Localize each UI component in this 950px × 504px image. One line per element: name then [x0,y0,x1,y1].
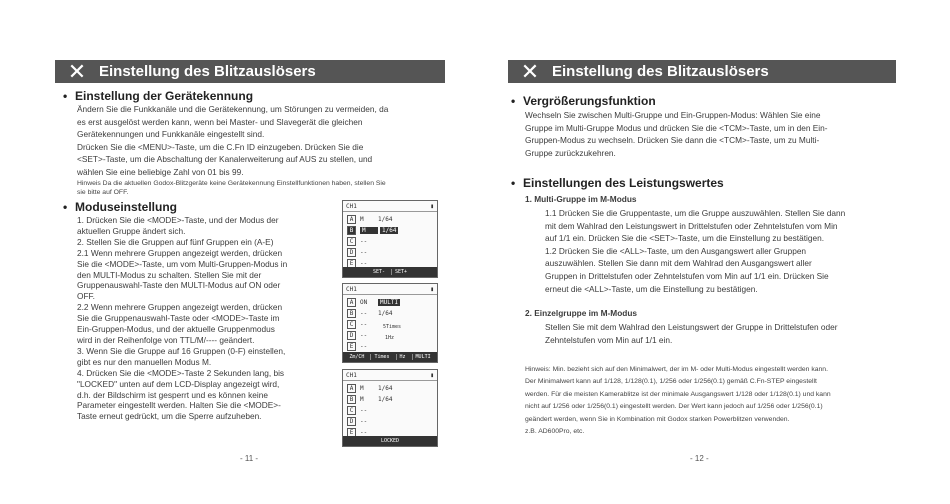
item-title-single-group: 2. Einzelgruppe im M-Modus [525,308,638,318]
section-title-device-id: • Einstellung der Gerätekennung [63,89,254,103]
section-banner [55,60,445,83]
section-title-zoom: • Vergrößerungsfunktion [511,94,656,108]
single-group-text: Stellen Sie mit dem Wahlrad den Leistungswert der Gruppe in Drittelstufen oder Zehntelstufen vom Min auf 1/1 ein. [545,322,838,345]
lcd-display-locked: CH1 ▮ A M 1/64 B M 1/64 C -- D -- E -- LOCKED [342,369,438,447]
section-title-mode: • Moduseinstellung [63,200,177,214]
item-title-multi-group: 1. Multi-Gruppe im M-Modus [525,194,637,204]
page-number: - 12 - [690,454,709,463]
bullet-icon: • [511,176,516,190]
section-title-power: • Einstellungen des Leistungswertes [511,176,724,190]
section-banner [508,60,896,83]
page-right [475,0,950,504]
bullet-icon: • [63,200,68,214]
bullet-icon: • [511,94,516,108]
zoom-text: Wechseln Sie zwischen Multi-Gruppe und Ein-Gruppen-Modus: Wählen Sie eine Gruppe im Multi-Gruppe Modus und drücken Sie die <TCM>-Taste, um in den Ein- Gruppen-Modus zu wechseln. Drücken Sie dann die <TCM>-Taste, um zu Multi- Gruppe zurückzukehren. [525,110,828,158]
mode-text: 1. Drücken Sie die <MODE>-Taste, und der Modus der aktuellen Gruppe ändert sich. 2. Stellen Sie die Gruppen auf fünf Gruppen ein (A-E) 2.1 Wenn mehrere Gruppen angezeigt werden, drücken Sie die <MODE>-Taste, um vom Multi-Gruppen-Modus in den MULTI-Modus zu schalten. Stellen Sie mit der Gruppenauswahl-Taste den MULTI-Modus auf ON oder OFF. 2.2 Wenn mehrere Gruppen angezeigt werden, drücken Sie die Gruppenauswahl-Taste oder <MODE>-Taste im Ein-Gruppen-Modus, und der aktuelle Gruppenmodus wird in der Reihenfolge von TTL/M/---- geändert. 3. Wenn Sie die Gruppe auf 16 Gruppen (0-F) einstellen, gibt es nur den manuellen Modus M. 4. Drücken Sie die <MODE>-Taste 2 Sekunden lang, bis "LOCKED" unten auf dem LCD-Display angezeigt wird, d.h. der Bildschirm ist gesperrt und es können keine Parameter eingestellt werden. Halten Sie die <MODE>- Taste erneut gedrückt, um die Sperre aufzuheben. [77,215,288,422]
x-icon: ✕ [67,59,87,84]
bullet-icon: • [63,89,68,103]
battery-icon: ▮ [430,371,434,379]
battery-icon: ▮ [430,285,434,293]
lcd-display-multi: CH1 ▮ A ON MULTI B -- 1/64 C -- D -- E -- 5Times 1Hz Zm/CH Times Hz MULTI [342,283,438,363]
banner-title: Einstellung des Blitzauslösers [99,63,316,80]
hint-note: Hinweis: Min. bezieht sich auf den Minimalwert, der im M- oder Multi-Modus eingestellt werden kann. Der Minimalwert kann auf 1/128, 1/128(0.1), 1/256 oder 1/256(0.1) gemäß C.Fn-STEP eingestellt werden. Für die meisten Kamerablitze ist der minimale Ausgangswert 1/128 oder 1/128(0.1) und kann nicht auf 1/256 oder 1/256(0.1) eingestellt werden. Der Wert kann jedoch auf 1/256 oder 1/256(0.1) geändert werden, wenn Sie in Kombination mit Godox starken Powerblitzen verwenden. z.B. AD600Pro, etc. [525,366,831,436]
device-id-note: Hinweis Da die aktuellen Godox-Blitzgeräte keine Gerätekennung Einstellfunktionen haben, stellen Sie sie bitte auf OFF. [77,180,386,197]
multi-group-text: 1.1 Drücken Sie die Gruppentaste, um die Gruppe auszuwählen. Stellen Sie dann mit dem Wahlrad den Leistungswert in Drittelstufen oder Zehntelstufen vom Min auf 1/1 ein. Drücken Sie die <SET>-Taste, um die Einstellung zu bestätigen. 1.2 Drücken Sie die <ALL>-Taste, um den Ausgangswert aller Gruppen auszuwählen. Stellen Sie dann mit dem Wahlrad den Ausgangswert aller Gruppen in Drittelstufen oder Zehntelstufen vom Min auf 1/1 ein. Drücken Sie erneut die <ALL>-Taste, um die Einstellung zu bestätigen. [545,208,846,294]
banner-title: Einstellung des Blitzauslösers [552,63,769,80]
page-number: - 11 - [240,454,259,463]
x-icon: ✕ [520,59,540,84]
battery-icon: ▮ [430,202,434,210]
device-id-text: Ändern Sie die Funkkanäle und die Gerätekennung, um Störungen zu vermeiden, da es erst ausgelöst werden kann, wenn bei Master- und Slavegerät die gleichen Gerätekennungen und Funkkanäle eingestellt sind. Drücken Sie die <MENU>-Taste, um die C.Fn ID einzugeben. Drücken Sie die <SET>-Taste, um die Abschaltung der Kanalerweiterung auf AUS zu stellen, und wählen Sie eine beliebige Zahl von 01 bis 99. [77,104,389,177]
lcd-display-normal: CH1 ▮ A M 1/64 B M 1/64 C -- D -- E -- SET- SET+ [342,200,438,278]
